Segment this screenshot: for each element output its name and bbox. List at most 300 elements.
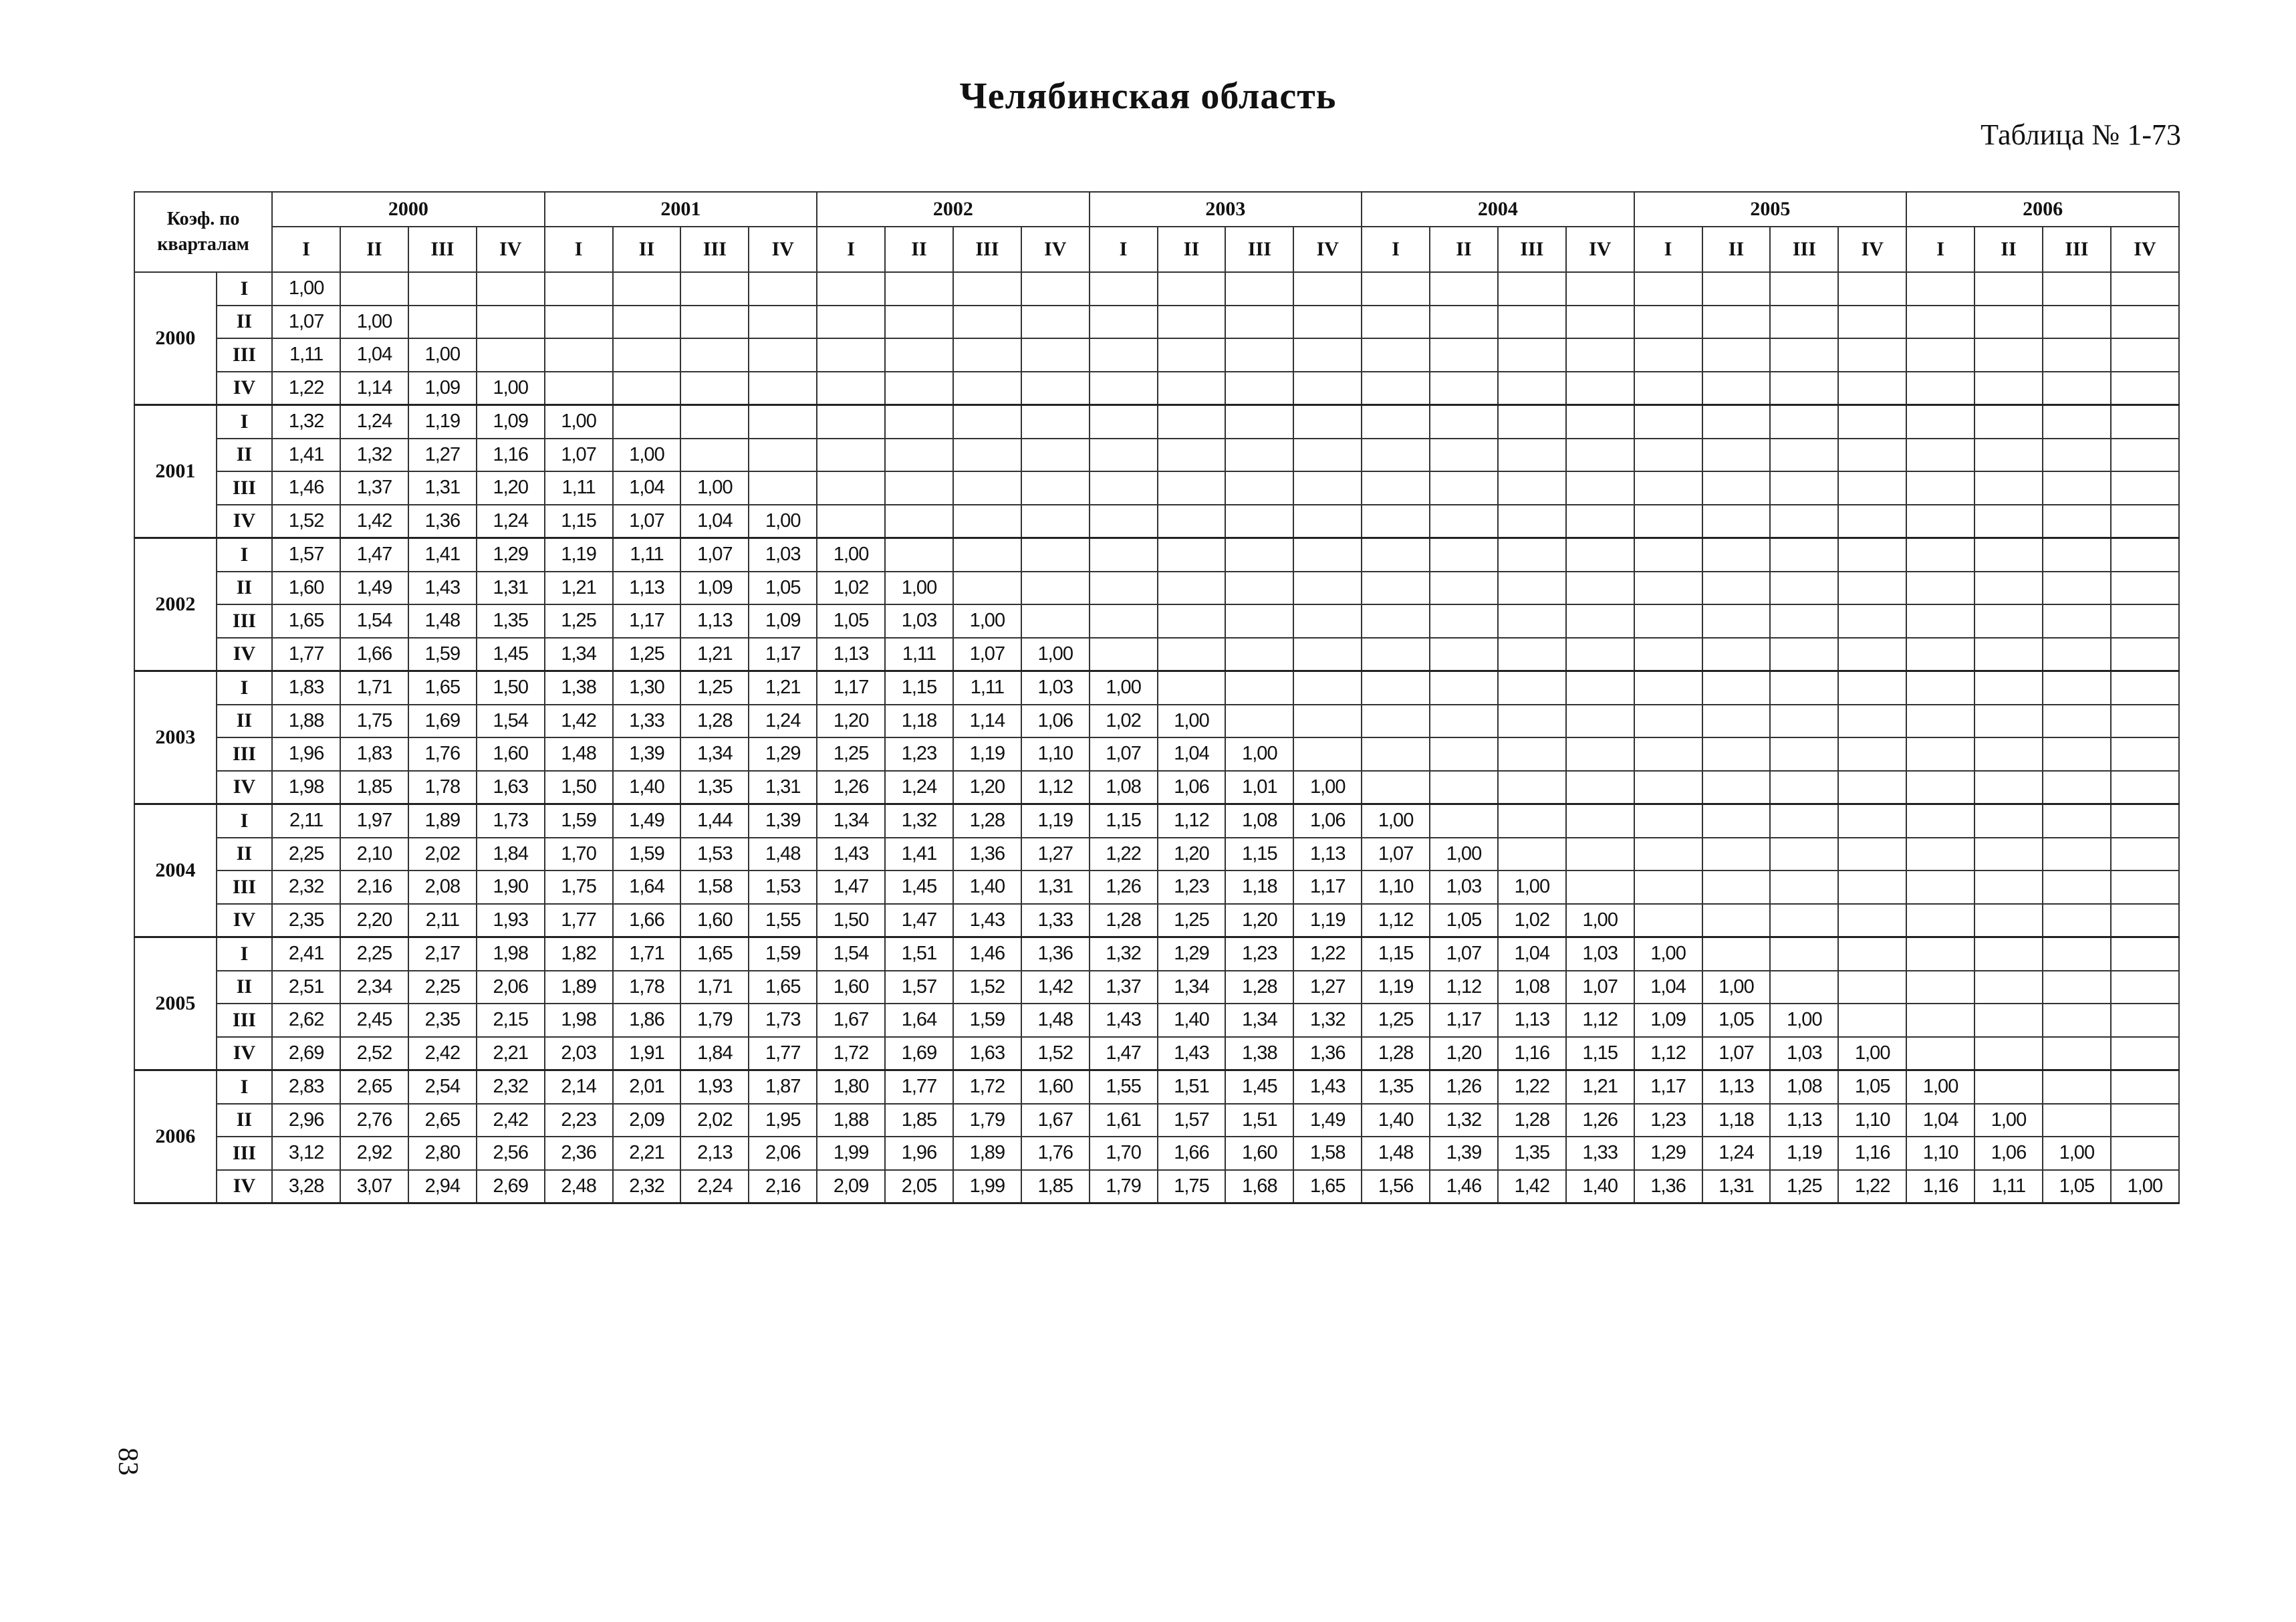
empty-cell — [2043, 937, 2111, 971]
coefficient-cell: 1,71 — [680, 971, 749, 1004]
empty-cell — [1498, 306, 1566, 339]
empty-cell — [1634, 439, 1702, 472]
coefficient-cell: 1,60 — [680, 904, 749, 937]
coefficient-cell: 2,08 — [408, 871, 477, 904]
empty-cell — [1362, 505, 1430, 538]
empty-cell — [1498, 471, 1566, 505]
empty-cell — [1293, 272, 1362, 306]
empty-cell — [1498, 804, 1566, 838]
empty-cell — [1293, 471, 1362, 505]
coefficient-cell: 1,00 — [1974, 1104, 2043, 1137]
empty-cell — [1770, 439, 1838, 472]
empty-cell — [1362, 604, 1430, 638]
empty-cell — [1362, 572, 1430, 605]
coefficient-cell: 1,43 — [408, 572, 477, 605]
coefficient-cell: 1,51 — [885, 937, 953, 971]
coefficient-cell: 1,50 — [817, 904, 885, 937]
coefficient-cell: 1,26 — [1566, 1104, 1634, 1137]
table-row — [134, 838, 2179, 871]
empty-cell — [2111, 1037, 2179, 1070]
empty-cell — [1906, 838, 1974, 871]
coefficient-cell: 1,07 — [1090, 737, 1158, 771]
empty-cell — [1770, 372, 1838, 405]
coefficient-cell: 1,43 — [1293, 1070, 1362, 1104]
table-row — [134, 306, 2179, 339]
coefficient-cell: 1,10 — [1838, 1104, 1906, 1137]
coefficient-cell: 1,79 — [1090, 1170, 1158, 1203]
coefficient-cell: 1,33 — [1021, 904, 1090, 937]
empty-cell — [680, 272, 749, 306]
coefficient-cell: 1,25 — [817, 737, 885, 771]
coefficient-cell: 1,54 — [340, 604, 408, 638]
empty-cell — [1974, 272, 2043, 306]
coefficient-cell: 1,50 — [477, 671, 545, 705]
empty-cell — [1974, 471, 2043, 505]
coefficient-cell: 2,21 — [477, 1037, 545, 1070]
coefficient-cell: 1,00 — [1158, 705, 1226, 738]
coefficient-cell: 1,11 — [545, 471, 613, 505]
empty-cell — [1838, 1004, 1906, 1037]
row-year-label: 2001 — [134, 405, 217, 538]
coefficient-cell: 1,00 — [272, 272, 340, 306]
empty-cell — [1838, 505, 1906, 538]
coefficient-cell: 1,07 — [1362, 838, 1430, 871]
coefficient-cell: 1,00 — [1770, 1004, 1838, 1037]
coefficient-cell: 1,72 — [953, 1070, 1021, 1104]
coefficient-cell: 1,00 — [545, 405, 613, 439]
coefficient-cell: 1,41 — [885, 838, 953, 871]
empty-cell — [1906, 572, 1974, 605]
coefficient-cell: 1,87 — [749, 1070, 817, 1104]
coefficient-cell: 1,29 — [1634, 1137, 1702, 1170]
coefficient-cell: 1,28 — [680, 705, 749, 738]
coefficient-cell: 2,42 — [477, 1104, 545, 1137]
coefficient-cell: 1,33 — [613, 705, 681, 738]
coefficient-cell: 1,55 — [1090, 1070, 1158, 1104]
coefficient-cell: 1,15 — [545, 505, 613, 538]
coefficient-cell: 1,52 — [953, 971, 1021, 1004]
coefficient-cell: 1,16 — [1498, 1037, 1566, 1070]
coefficient-cell: 1,27 — [1021, 838, 1090, 871]
empty-cell — [1293, 306, 1362, 339]
coefficient-cell: 2,25 — [272, 838, 340, 871]
coefficient-cell: 1,04 — [1158, 737, 1226, 771]
coefficient-cell: 1,22 — [1293, 937, 1362, 971]
empty-cell — [1974, 705, 2043, 738]
coefficient-cell: 1,20 — [817, 705, 885, 738]
coefficient-cell: 1,04 — [613, 471, 681, 505]
empty-cell — [1566, 604, 1634, 638]
empty-cell — [2111, 471, 2179, 505]
coefficient-cell: 1,21 — [749, 671, 817, 705]
empty-cell — [1702, 804, 1771, 838]
coefficient-cell: 1,93 — [680, 1070, 749, 1104]
coefficient-cell: 2,32 — [477, 1070, 545, 1104]
empty-cell — [1090, 306, 1158, 339]
empty-cell — [1702, 538, 1771, 572]
empty-cell — [1293, 671, 1362, 705]
empty-cell — [1770, 572, 1838, 605]
coefficient-cell: 2,34 — [340, 971, 408, 1004]
empty-cell — [1158, 538, 1226, 572]
empty-cell — [1021, 439, 1090, 472]
coefficient-cell: 1,17 — [1430, 1004, 1498, 1037]
empty-cell — [1770, 505, 1838, 538]
coefficient-cell: 1,07 — [1566, 971, 1634, 1004]
empty-cell — [1838, 439, 1906, 472]
coefficient-cell: 1,07 — [953, 638, 1021, 671]
coefficient-cell: 1,04 — [1498, 937, 1566, 971]
coefficient-cell: 1,40 — [1566, 1170, 1634, 1203]
coefficient-cell: 1,02 — [817, 572, 885, 605]
empty-cell — [2043, 505, 2111, 538]
coefficient-cell: 1,00 — [2043, 1137, 2111, 1170]
empty-cell — [613, 338, 681, 372]
empty-cell — [613, 306, 681, 339]
coefficient-cell: 1,04 — [1634, 971, 1702, 1004]
empty-cell — [680, 405, 749, 439]
coefficient-cell: 1,59 — [749, 937, 817, 971]
coefficient-cell: 1,27 — [1293, 971, 1362, 1004]
empty-cell — [1702, 871, 1771, 904]
coefficient-cell: 1,84 — [680, 1037, 749, 1070]
coefficient-cell: 1,99 — [817, 1137, 885, 1170]
empty-cell — [1498, 439, 1566, 472]
empty-cell — [1838, 838, 1906, 871]
empty-cell — [1362, 306, 1430, 339]
corner-label: Коэф. по кварталам — [134, 192, 272, 272]
coefficient-cell: 1,39 — [1430, 1137, 1498, 1170]
empty-cell — [1158, 604, 1226, 638]
empty-cell — [1566, 804, 1634, 838]
empty-cell — [1838, 904, 1906, 937]
coefficient-cell: 1,33 — [1566, 1137, 1634, 1170]
coefficient-cell: 1,40 — [953, 871, 1021, 904]
empty-cell — [1906, 604, 1974, 638]
empty-cell — [1362, 372, 1430, 405]
empty-cell — [1430, 439, 1498, 472]
empty-cell — [2111, 971, 2179, 1004]
empty-cell — [1498, 505, 1566, 538]
column-quarter-header: I — [1906, 227, 1974, 272]
empty-cell — [1906, 705, 1974, 738]
empty-cell — [1974, 971, 2043, 1004]
coefficient-cell: 1,07 — [272, 306, 340, 339]
coefficient-cell: 1,13 — [817, 638, 885, 671]
coefficient-cell: 1,17 — [817, 671, 885, 705]
column-quarter-header: IV — [1293, 227, 1362, 272]
empty-cell — [1634, 372, 1702, 405]
coefficient-cell: 1,55 — [749, 904, 817, 937]
coefficient-cell: 1,49 — [1293, 1104, 1362, 1137]
row-quarter-label: IV — [217, 904, 272, 937]
coefficient-cell: 1,27 — [408, 439, 477, 472]
coefficient-cell: 1,00 — [408, 338, 477, 372]
table-row — [134, 937, 2179, 971]
empty-cell — [1838, 871, 1906, 904]
empty-cell — [2043, 904, 2111, 937]
row-year-label: 2003 — [134, 671, 217, 804]
empty-cell — [1838, 272, 1906, 306]
coefficient-cell: 1,25 — [1770, 1170, 1838, 1203]
coefficient-cell: 1,15 — [1566, 1037, 1634, 1070]
empty-cell — [953, 538, 1021, 572]
coefficient-cell: 1,59 — [545, 804, 613, 838]
coefficient-cell: 1,22 — [272, 372, 340, 405]
empty-cell — [953, 372, 1021, 405]
empty-cell — [1974, 804, 2043, 838]
row-quarter-label: I — [217, 937, 272, 971]
row-quarter-label: III — [217, 737, 272, 771]
empty-cell — [1293, 705, 1362, 738]
coefficient-cell: 2,94 — [408, 1170, 477, 1203]
column-quarter-header: IV — [2111, 227, 2179, 272]
coefficient-cell: 1,91 — [613, 1037, 681, 1070]
coefficient-cell: 2,11 — [272, 804, 340, 838]
column-quarter-header: III — [1498, 227, 1566, 272]
row-quarter-label: III — [217, 338, 272, 372]
coefficient-cell: 2,06 — [477, 971, 545, 1004]
table-row — [134, 272, 2179, 306]
coefficient-cell: 1,23 — [1634, 1104, 1702, 1137]
coefficient-cell: 1,58 — [680, 871, 749, 904]
coefficient-cell: 1,16 — [1838, 1137, 1906, 1170]
empty-cell — [2043, 1070, 2111, 1104]
empty-cell — [1634, 705, 1702, 738]
empty-cell — [1838, 705, 1906, 738]
empty-cell — [2043, 971, 2111, 1004]
empty-cell — [1566, 538, 1634, 572]
empty-cell — [1974, 306, 2043, 339]
empty-cell — [1906, 1004, 1974, 1037]
empty-cell — [1770, 804, 1838, 838]
coefficient-cell: 1,40 — [1362, 1104, 1430, 1137]
empty-cell — [1974, 439, 2043, 472]
coefficient-cell: 1,98 — [545, 1004, 613, 1037]
empty-cell — [1838, 804, 1906, 838]
empty-cell — [1430, 737, 1498, 771]
coefficient-cell: 2,32 — [272, 871, 340, 904]
empty-cell — [1770, 471, 1838, 505]
coefficient-cell: 1,26 — [1090, 871, 1158, 904]
empty-cell — [613, 372, 681, 405]
coefficient-cell: 1,22 — [1090, 838, 1158, 871]
coefficient-cell: 1,14 — [340, 372, 408, 405]
coefficient-cell: 1,25 — [680, 671, 749, 705]
empty-cell — [408, 272, 477, 306]
empty-cell — [1158, 372, 1226, 405]
coefficient-cell: 1,93 — [477, 904, 545, 937]
empty-cell — [1293, 572, 1362, 605]
coefficient-cell: 1,96 — [272, 737, 340, 771]
coefficient-cell: 1,47 — [1090, 1037, 1158, 1070]
coefficient-cell: 1,00 — [1090, 671, 1158, 705]
coefficient-cell: 2,05 — [885, 1170, 953, 1203]
empty-cell — [2043, 804, 2111, 838]
empty-cell — [1090, 572, 1158, 605]
empty-cell — [1770, 638, 1838, 671]
empty-cell — [2111, 1104, 2179, 1137]
empty-cell — [885, 538, 953, 572]
empty-cell — [1021, 338, 1090, 372]
table-row — [134, 771, 2179, 804]
empty-cell — [1498, 572, 1566, 605]
coefficient-cell: 1,32 — [1293, 1004, 1362, 1037]
coefficient-cell: 2,02 — [680, 1104, 749, 1137]
empty-cell — [1634, 904, 1702, 937]
coefficient-cell: 1,51 — [1225, 1104, 1293, 1137]
coefficient-cell: 1,00 — [1293, 771, 1362, 804]
empty-cell — [2043, 338, 2111, 372]
empty-cell — [1634, 338, 1702, 372]
empty-cell — [1566, 838, 1634, 871]
empty-cell — [1225, 538, 1293, 572]
column-quarter-header: II — [885, 227, 953, 272]
empty-cell — [953, 306, 1021, 339]
empty-cell — [1362, 272, 1430, 306]
table-row — [134, 604, 2179, 638]
coefficient-cell: 1,89 — [545, 971, 613, 1004]
coefficient-cell: 1,85 — [1021, 1170, 1090, 1203]
table-header — [134, 192, 2179, 272]
coefficient-cell: 1,50 — [545, 771, 613, 804]
coefficient-cell: 1,41 — [272, 439, 340, 472]
empty-cell — [817, 306, 885, 339]
coefficient-cell: 1,31 — [1702, 1170, 1771, 1203]
empty-cell — [953, 272, 1021, 306]
coefficient-cell: 2,25 — [340, 937, 408, 971]
coefficient-cell: 1,61 — [1090, 1104, 1158, 1137]
coefficient-cell: 2,02 — [408, 838, 477, 871]
empty-cell — [2111, 771, 2179, 804]
empty-cell — [1430, 572, 1498, 605]
coefficient-cell: 2,09 — [613, 1104, 681, 1137]
empty-cell — [1974, 1004, 2043, 1037]
coefficient-cell: 1,96 — [885, 1137, 953, 1170]
coefficient-cell: 1,00 — [1634, 937, 1702, 971]
empty-cell — [1430, 505, 1498, 538]
coefficient-cell: 1,66 — [1158, 1137, 1226, 1170]
coefficient-cell: 1,15 — [1225, 838, 1293, 871]
coefficient-cell: 1,10 — [1362, 871, 1430, 904]
empty-cell — [953, 572, 1021, 605]
coefficient-cell: 1,28 — [1498, 1104, 1566, 1137]
empty-cell — [1293, 604, 1362, 638]
coefficient-cell: 1,29 — [749, 737, 817, 771]
empty-cell — [2043, 405, 2111, 439]
coefficient-cell: 2,15 — [477, 1004, 545, 1037]
empty-cell — [1430, 306, 1498, 339]
column-quarter-header: I — [1362, 227, 1430, 272]
row-quarter-label: II — [217, 838, 272, 871]
coefficient-cell: 1,46 — [1430, 1170, 1498, 1203]
coefficient-cell: 1,42 — [340, 505, 408, 538]
coefficient-cell: 3,12 — [272, 1137, 340, 1170]
empty-cell — [1906, 372, 1974, 405]
row-quarter-label: IV — [217, 372, 272, 405]
empty-cell — [1225, 306, 1293, 339]
coefficient-cell: 1,36 — [1021, 937, 1090, 971]
row-quarter-label: IV — [217, 638, 272, 671]
coefficient-cell: 1,25 — [1158, 904, 1226, 937]
empty-cell — [1838, 771, 1906, 804]
empty-cell — [1566, 439, 1634, 472]
coefficient-cell: 1,06 — [1021, 705, 1090, 738]
coefficient-cell: 2,42 — [408, 1037, 477, 1070]
coefficient-cell: 1,11 — [613, 538, 681, 572]
column-quarter-header: II — [1702, 227, 1771, 272]
coefficient-cell: 1,34 — [680, 737, 749, 771]
coefficient-cell: 1,89 — [408, 804, 477, 838]
empty-cell — [1906, 439, 1974, 472]
coefficient-cell: 1,43 — [817, 838, 885, 871]
empty-cell — [1770, 538, 1838, 572]
coefficient-cell: 1,38 — [545, 671, 613, 705]
empty-cell — [2043, 471, 2111, 505]
coefficient-cell: 1,41 — [408, 538, 477, 572]
coefficient-cell: 1,31 — [1021, 871, 1090, 904]
coefficient-cell: 1,13 — [680, 604, 749, 638]
coefficient-cell: 1,65 — [272, 604, 340, 638]
table-row — [134, 671, 2179, 705]
empty-cell — [1225, 338, 1293, 372]
coefficient-cell: 1,17 — [1634, 1070, 1702, 1104]
column-quarter-header: IV — [1021, 227, 1090, 272]
coefficient-cell: 2,21 — [613, 1137, 681, 1170]
coefficient-cell: 1,00 — [1430, 838, 1498, 871]
empty-cell — [2043, 771, 2111, 804]
coefficient-cell: 1,32 — [272, 405, 340, 439]
empty-cell — [749, 338, 817, 372]
coefficient-cell: 1,32 — [1090, 937, 1158, 971]
column-quarter-header: I — [1090, 227, 1158, 272]
empty-cell — [1974, 538, 2043, 572]
coefficient-cell: 2,35 — [272, 904, 340, 937]
coefficient-cell: 1,03 — [885, 604, 953, 638]
empty-cell — [1293, 439, 1362, 472]
coefficient-cell: 2,54 — [408, 1070, 477, 1104]
coefficient-table — [134, 191, 2180, 1204]
coefficient-cell: 1,31 — [749, 771, 817, 804]
row-quarter-label: II — [217, 705, 272, 738]
table-row — [134, 538, 2179, 572]
coefficient-cell: 1,29 — [477, 538, 545, 572]
coefficient-cell: 1,35 — [1498, 1137, 1566, 1170]
empty-cell — [477, 272, 545, 306]
empty-cell — [1566, 671, 1634, 705]
empty-cell — [1566, 638, 1634, 671]
empty-cell — [2043, 604, 2111, 638]
coefficient-cell: 1,40 — [613, 771, 681, 804]
empty-cell — [2043, 538, 2111, 572]
empty-cell — [1906, 937, 1974, 971]
row-quarter-label: IV — [217, 1170, 272, 1203]
coefficient-cell: 1,77 — [749, 1037, 817, 1070]
coefficient-cell: 1,06 — [1158, 771, 1226, 804]
empty-cell — [1158, 505, 1226, 538]
coefficient-cell: 1,11 — [885, 638, 953, 671]
empty-cell — [1566, 272, 1634, 306]
empty-cell — [953, 439, 1021, 472]
table-row — [134, 804, 2179, 838]
empty-cell — [1906, 971, 1974, 1004]
coefficient-cell: 1,00 — [885, 572, 953, 605]
coefficient-cell: 1,00 — [749, 505, 817, 538]
empty-cell — [2111, 1004, 2179, 1037]
empty-cell — [953, 338, 1021, 372]
coefficient-cell: 1,08 — [1090, 771, 1158, 804]
coefficient-cell: 1,52 — [1021, 1037, 1090, 1070]
